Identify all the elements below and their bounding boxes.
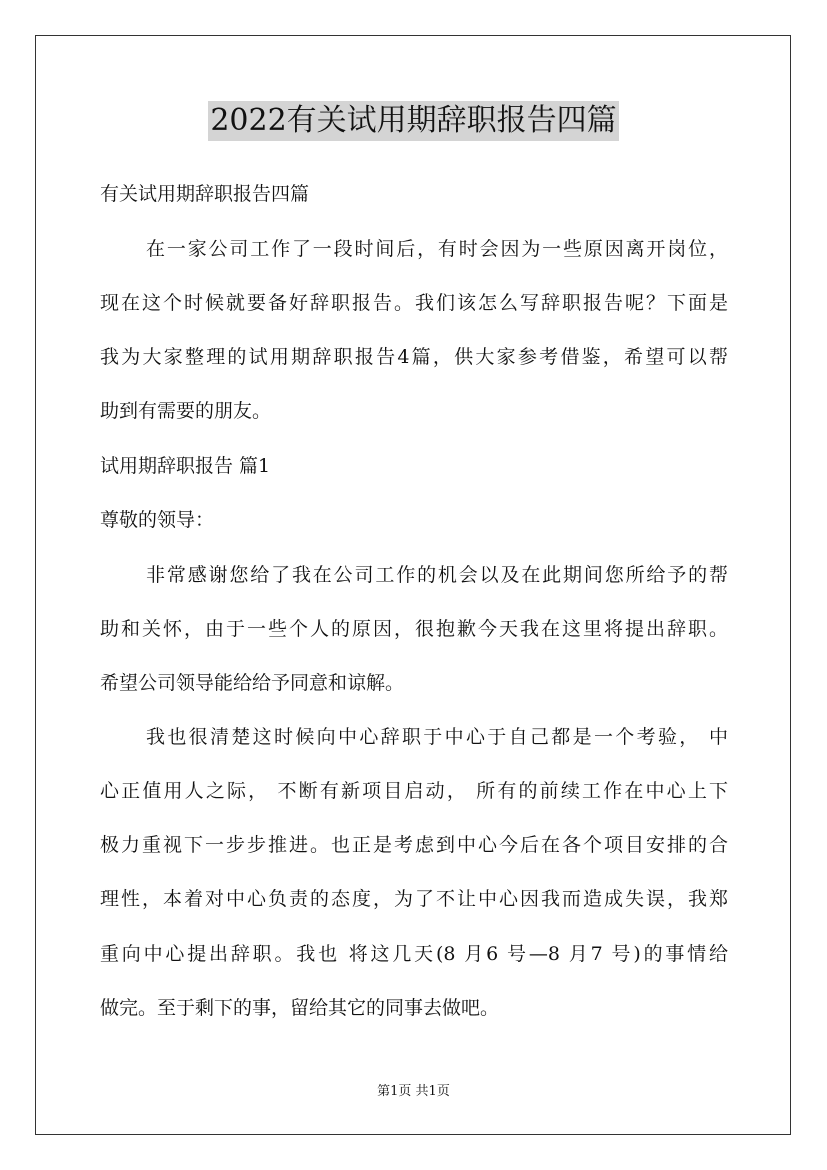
para2-line-2: 心正值用人之际， 不断有新项目启动， 所有的前续工作在中心上下: [100, 780, 728, 802]
page-footer: 第1页 共1页: [377, 1084, 450, 1099]
document-subtitle: 有关试用期辞职报告四篇: [100, 183, 310, 205]
para2-line-3: 极力重视下一步步推进。也正是考虑到中心今后在各个项目安排的合: [100, 834, 728, 856]
title-container: [0, 101, 827, 141]
para2-line-5: 重向中心提出辞职。我也 将这几天(8 月6 号—8 月7 号)的事情给: [100, 943, 728, 965]
intro-line-1: 在一家公司工作了一段时间后，有时会因为一些原因离开岗位，: [146, 238, 728, 260]
para1-line-2: 助和关怀，由于一些个人的原因，很抱歉今天我在这里将提出辞职。: [100, 618, 728, 640]
intro-line-2: 现在这个时候就要备好辞职报告。我们该怎么写辞职报告呢？下面是: [100, 292, 728, 314]
document-title: 2022有关试用期辞职报告四篇: [208, 101, 618, 141]
para2-line-1: 我也很清楚这时候向中心辞职于中心于自己都是一个考验， 中: [146, 726, 728, 748]
para2-line-4: 理性，本着对中心负责的态度，为了不让中心因我而造成失误，我郑: [100, 888, 728, 910]
intro-line-3: 我为大家整理的试用期辞职报告4篇，供大家参考借鉴，希望可以帮: [100, 346, 728, 368]
intro-line-4: 助到有需要的朋友。: [100, 400, 272, 422]
para1-line-3: 希望公司领导能给给予同意和谅解。: [100, 672, 405, 694]
section-heading: 试用期辞职报告 篇1: [100, 455, 271, 477]
para2-line-6: 做完。至于剩下的事，留给其它的同事去做吧。: [100, 997, 500, 1019]
para1-line-1: 非常感谢您给了我在公司工作的机会以及在此期间您所给予的帮: [146, 564, 728, 586]
salutation: 尊敬的领导：: [100, 509, 215, 531]
